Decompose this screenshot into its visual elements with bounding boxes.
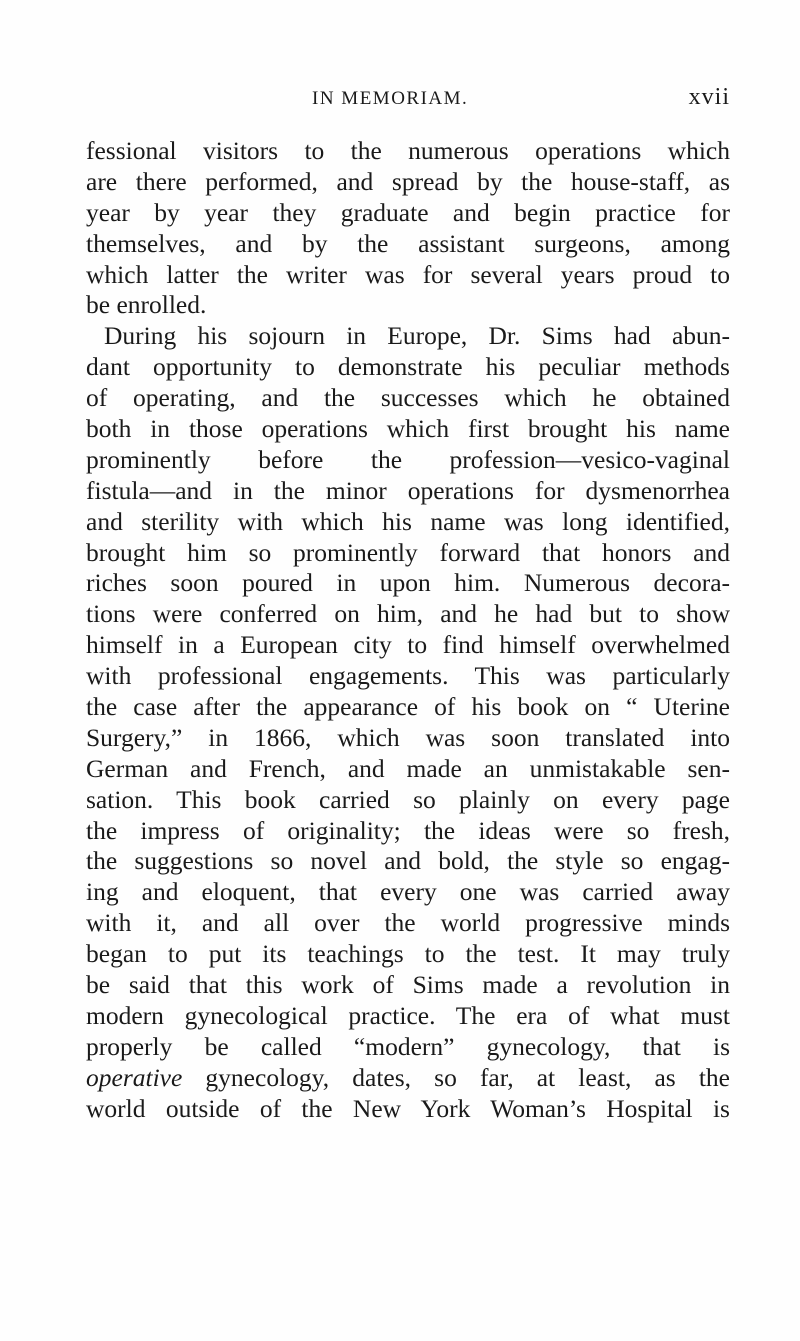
text-line: dant opportunity to demonstrate his peculiar methods xyxy=(86,352,730,382)
text-line: German and French, and made an unmistakable sen- xyxy=(86,753,730,783)
text-line: the suggestions so novel and bold, the style so engag- xyxy=(86,846,730,876)
text-line: the case after the appearance of his book on “ Uterine xyxy=(86,692,730,722)
text-line: be said that this work of Sims made a revolution in xyxy=(86,970,730,1000)
text-line: themselves, and by the assistant surgeons, among xyxy=(86,228,730,258)
text-line: sation. This book carried so plainly on every page xyxy=(86,784,730,814)
text-line: which latter the writer was for several years proud to xyxy=(86,259,730,289)
text-line: both in those operations which first brought his name xyxy=(86,414,730,444)
italic-line-rest: gynecology, dates, so far, at least, as the xyxy=(182,1062,730,1092)
text-line: be enrolled. xyxy=(86,290,207,320)
text-line: of operating, and the successes which he obtained xyxy=(86,383,730,413)
text-line: year by year they graduate and begin practice for xyxy=(86,197,730,227)
text-line: brought him so prominently forward that honors and xyxy=(86,537,730,567)
page-number: xvii xyxy=(688,84,730,110)
text-line: began to put its teachings to the test. It may truly xyxy=(86,939,730,969)
text-line: world outside of the New York Woman’s Hospital is xyxy=(86,1093,730,1123)
text-line-italic xyxy=(86,1063,730,1094)
running-head xyxy=(86,84,730,118)
text-line: the impress of originality; the ideas were so fresh, xyxy=(86,815,730,845)
text-line: During his sojourn in Europe, Dr. Sims had abun- xyxy=(104,321,730,351)
text-line: properly be called “modern” gynecology, that is xyxy=(86,1031,730,1061)
text-line: himself in a European city to find himself overwhelmed xyxy=(86,630,730,660)
text-line: ing and eloquent, that every one was carried away xyxy=(86,877,730,907)
text-line: fessional visitors to the numerous operations which xyxy=(86,136,730,165)
running-head-title: IN MEMORIAM. xyxy=(312,88,469,109)
text-line: Surgery,” in 1866, which was soon translated into xyxy=(86,722,730,752)
text-line: tions were conferred on him, and he had but to show xyxy=(86,599,730,629)
text-line: are there performed, and spread by the house-staff, as xyxy=(86,166,730,196)
body-text xyxy=(86,136,730,1125)
italic-word: operative xyxy=(86,1062,183,1092)
text-line: and sterility with which his name was long identified, xyxy=(86,506,730,536)
text-line: fistula—and in the minor operations for dysmenorrhea xyxy=(86,475,730,505)
text-line: modern gynecological practice. The era of what must xyxy=(86,1000,730,1030)
text-line: with it, and all over the world progressive minds xyxy=(86,908,730,938)
text-line: riches soon poured in upon him. Numerous decora- xyxy=(86,568,730,598)
text-line: with professional engagements. This was particularly xyxy=(86,661,730,691)
text-line: prominently before the profession—vesico-vaginal xyxy=(86,444,730,474)
